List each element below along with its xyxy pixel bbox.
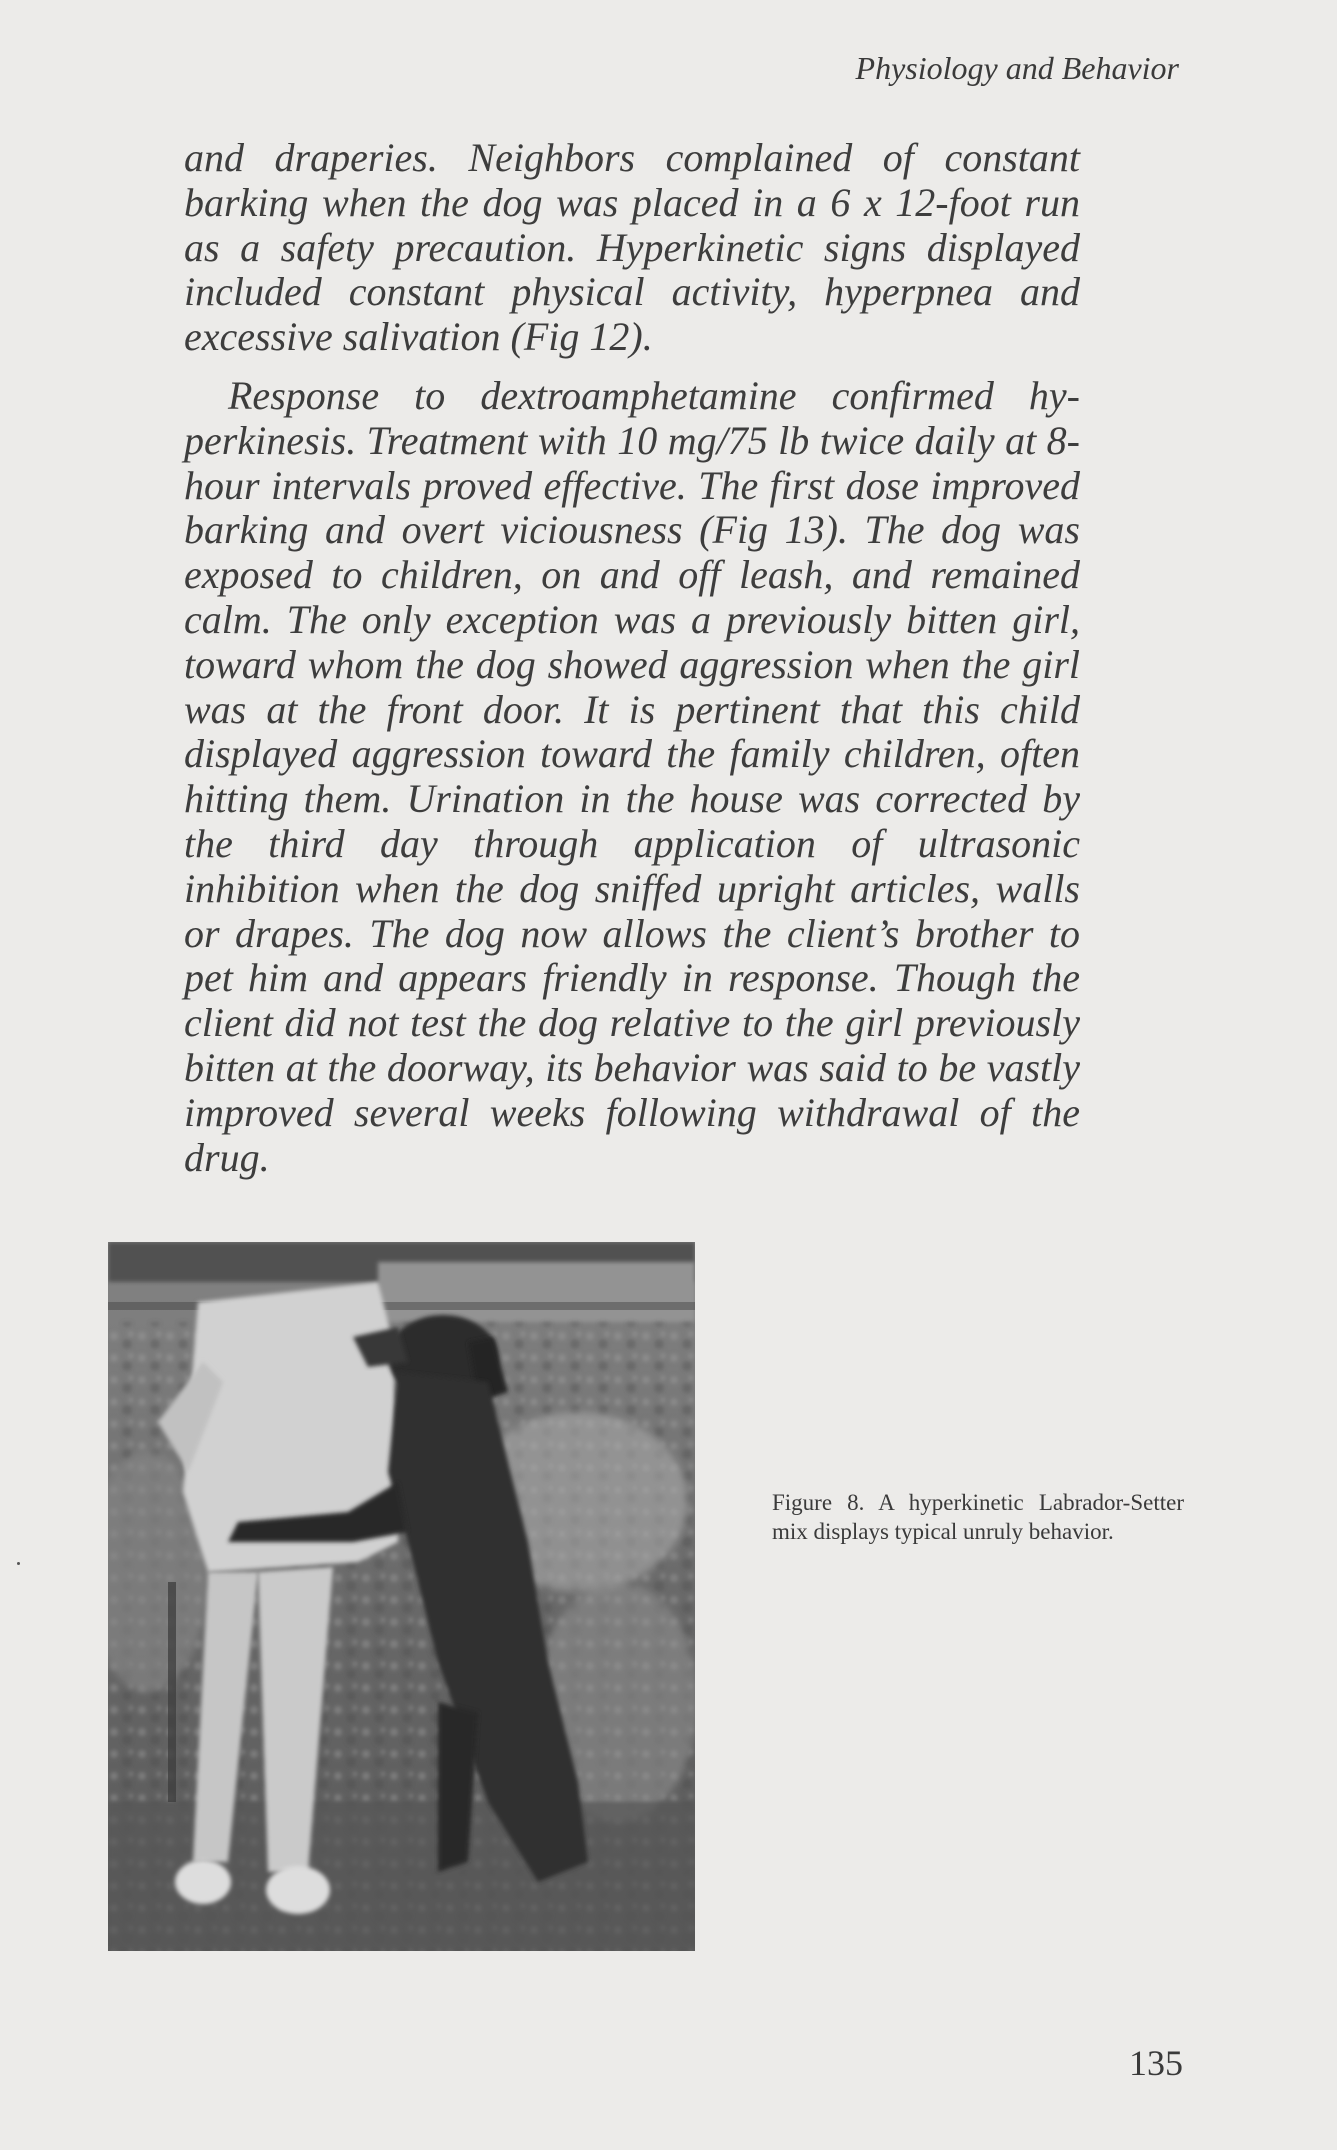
scan-speck [17,1562,20,1565]
page-number: 135 [1129,2043,1183,2083]
figure-photo [108,1242,695,1951]
running-head: Physiology and Behavior [855,50,1179,86]
body-text [184,136,1080,1180]
paragraph: Response to dextroamphetamine confirmed hyperkinesis. Treatment with 10 mg/75 lb twice daily at 8-hour intervals proved effective. The first dose improved barking and overt viciousness (Fig 13). The dog was exposed to children, on and off leash, and remained calm. The only exception was a previously bitten girl, toward whom the dog showed aggression when the girl was at the front door. It is pertinent that this child displayed aggression toward the family children, often hitting them. Urination in the house was corrected by the third day through application of ultrasonic inhibition when the dog sniffed upright articles, walls or drapes. The dog now allows the client’s brother to pet him and appears friendly in response. Though the client did not test the dog relative to the girl previously bitten at the doorway, its behavior was said to be vastly improved several weeks following withdrawal of the drug. [184,372,1080,1180]
figure-caption: Figure 8. A hyperkinetic Labrador-Setter mix displays typical unruly behavior. [772,1490,1184,1544]
paragraph: and draperies. Neighbors complained of constant barking when the dog was placed in a 6 x 12-foot run as a safety precaution. Hyperkinetic signs displayed included constant physical activity, hyperpnea and excessive salivation (Fig 12). [184,135,1080,360]
